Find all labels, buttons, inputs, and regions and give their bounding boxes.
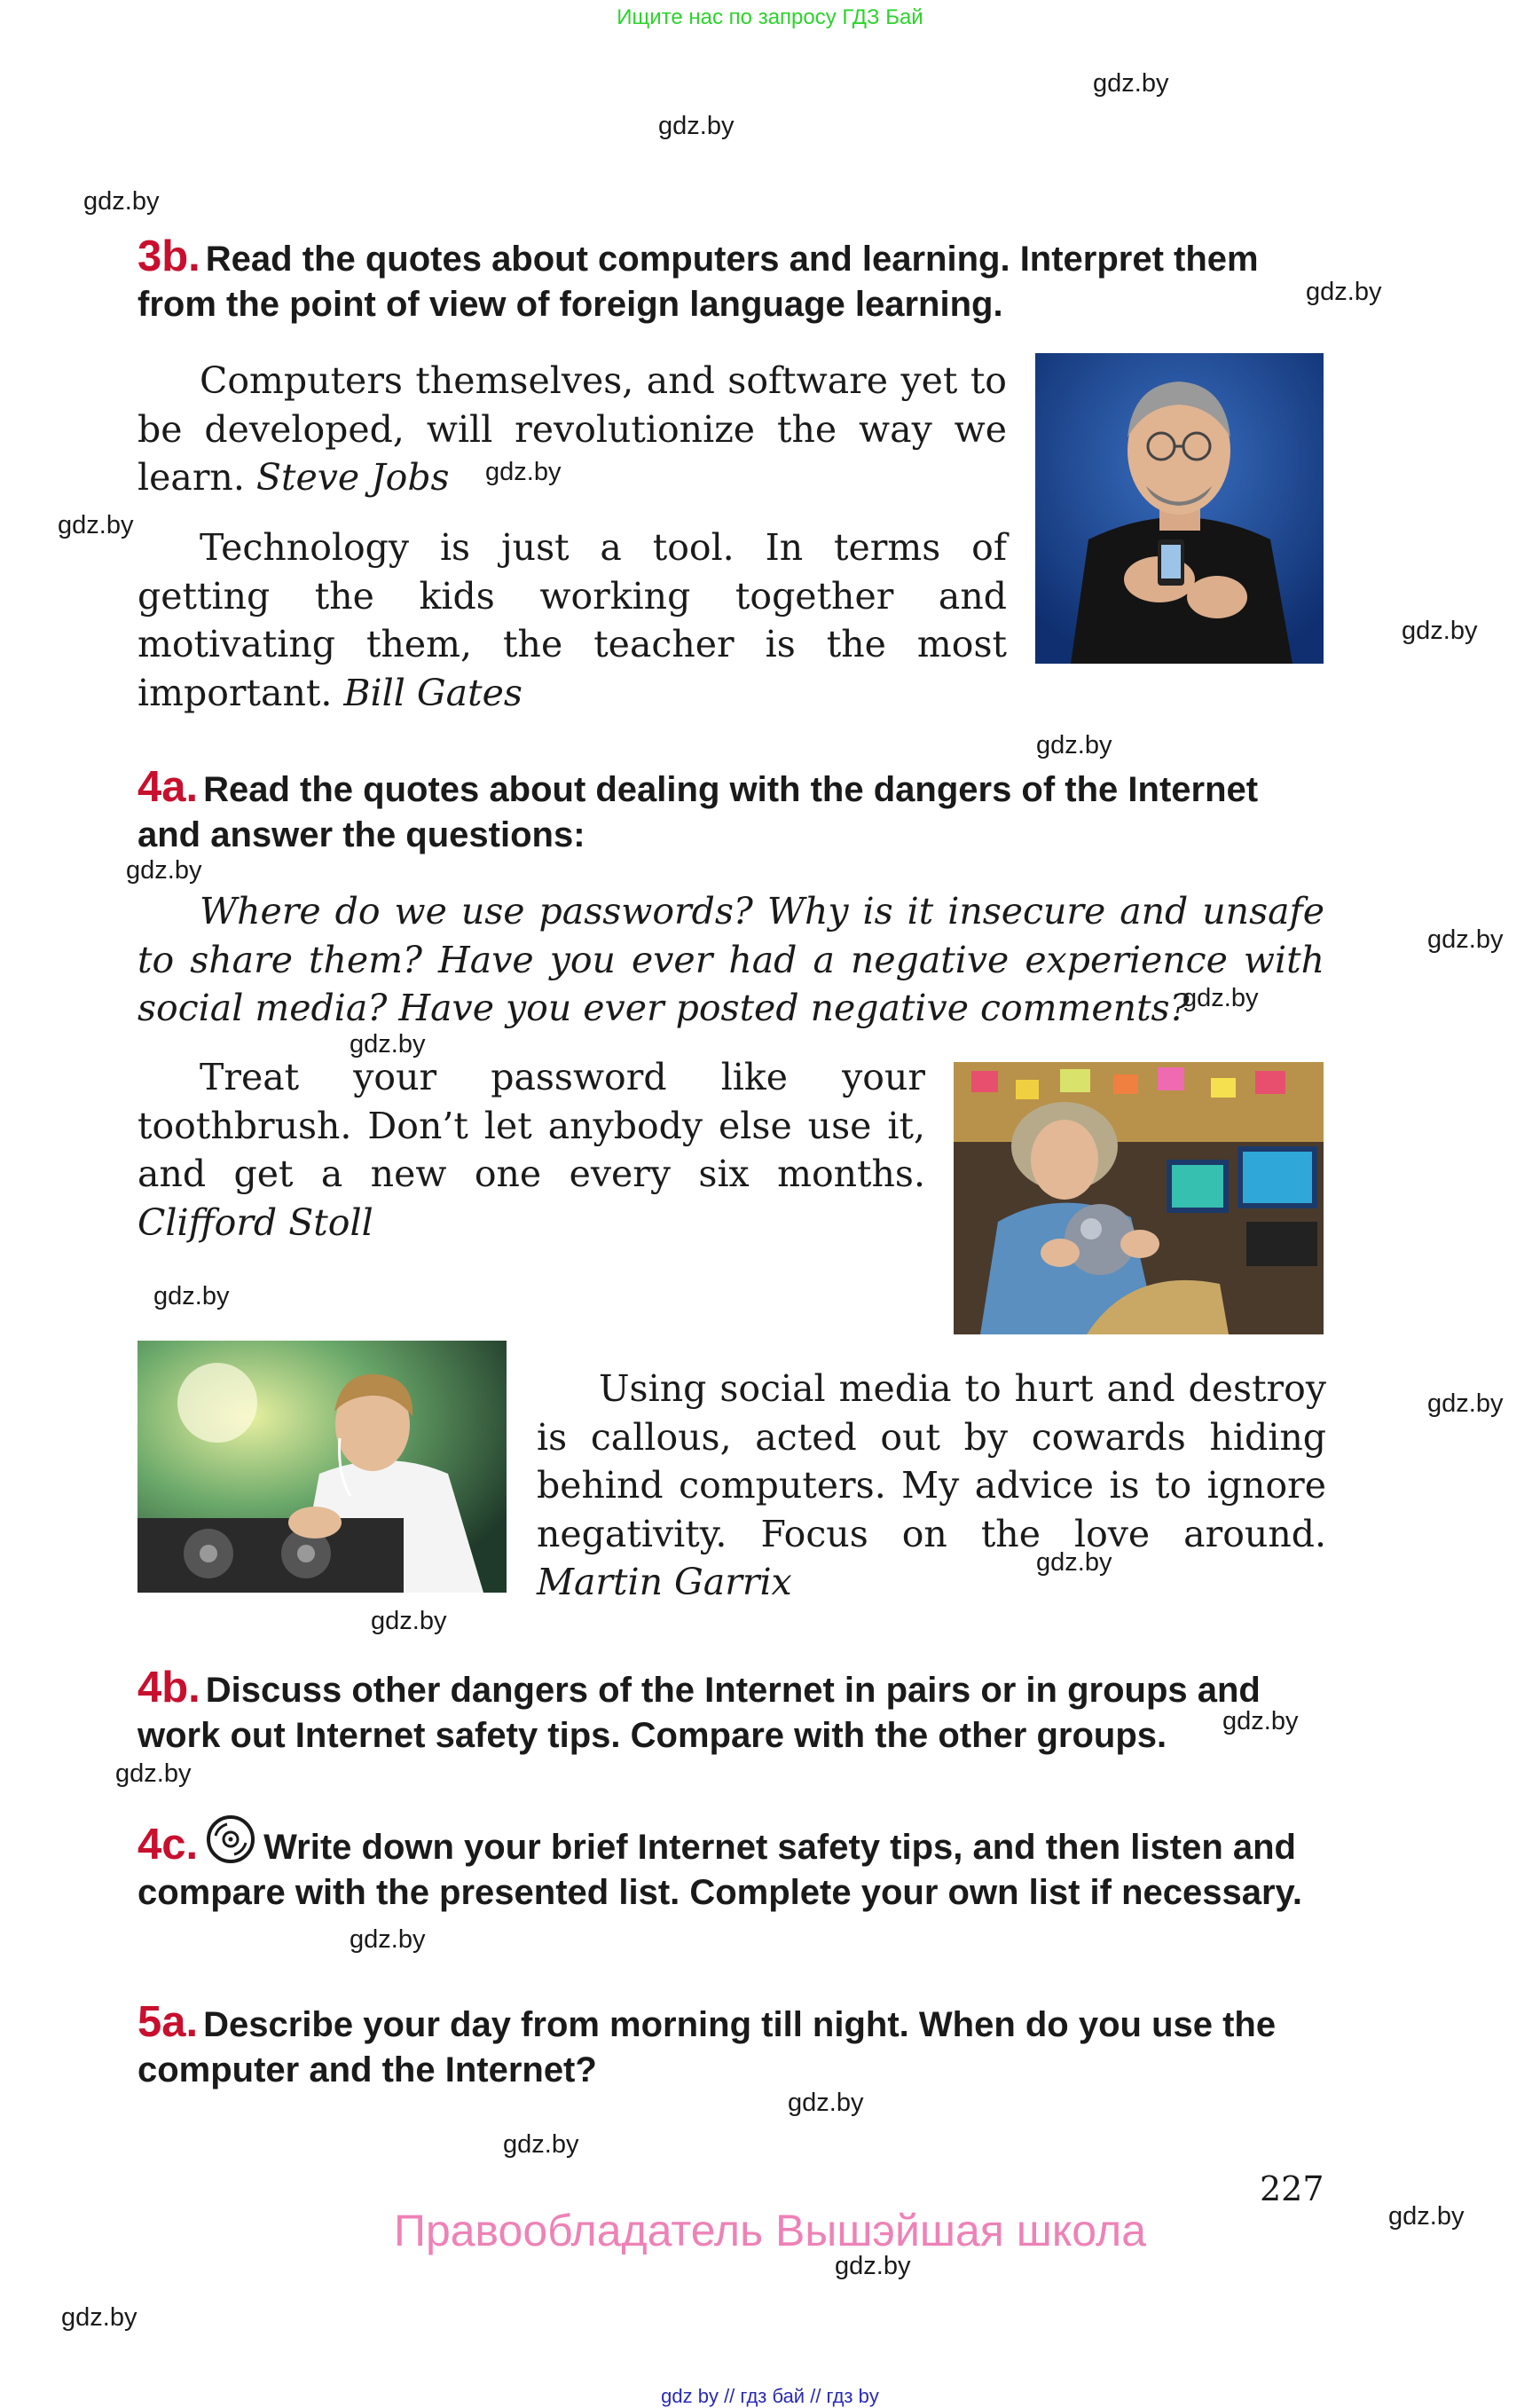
- task-text: Read the quotes about dealing with the dangers of the Internet and answer the questions:: [138, 770, 1259, 854]
- quote-author: Clifford Stoll: [138, 1200, 373, 1244]
- quote-text: Technology is just a tool. In terms of getting the kids working together and motivating them, the teacher is the most important.: [138, 526, 1007, 714]
- watermark: gdz.by: [1306, 278, 1382, 306]
- quote-bill-gates: [138, 523, 1007, 717]
- task-text: Discuss other dangers of the Internet in pairs or in groups and work out Internet safety tips. Compare with the other groups.: [138, 1671, 1261, 1755]
- quote-text: Computers themselves, and software yet to be developed, will revolutionize the way we learn.: [138, 359, 1007, 499]
- watermark: gdz.by: [1427, 925, 1504, 954]
- task-text: Write down your brief Internet safety tips, and then listen and compare with the presented list. Complete your own list if necessary.: [138, 1828, 1302, 1912]
- quote-steve-jobs: [138, 357, 1007, 502]
- watermark: gdz.by: [350, 1925, 426, 1954]
- search-hint: Ищите нас по запросу ГДЗ Бай: [617, 5, 923, 29]
- steve-jobs-photo: [1035, 353, 1324, 664]
- watermark: gdz.by: [485, 458, 562, 486]
- discussion-questions: [138, 887, 1324, 1033]
- watermark: gdz.by: [115, 1759, 192, 1788]
- watermark: gdz.by: [1036, 731, 1112, 759]
- watermark: gdz.by: [1402, 617, 1478, 645]
- watermark: gdz.by: [126, 856, 202, 885]
- task-4b: [138, 1665, 1329, 1759]
- task-number: 3b.: [138, 232, 200, 280]
- watermark: gdz.by: [1182, 984, 1259, 1012]
- watermark: gdz.by: [61, 2303, 138, 2332]
- task-4c: [138, 1814, 1329, 1916]
- watermark: gdz.by: [371, 1607, 447, 1635]
- clifford-stoll-photo: [954, 1062, 1324, 1334]
- task-number: 5a.: [138, 1998, 199, 2046]
- task-text: Describe your day from morning till night. When do you use the computer and the Internet?: [138, 2005, 1277, 2089]
- watermark: gdz.by: [1093, 69, 1169, 98]
- watermark: gdz.by: [1388, 2202, 1465, 2231]
- footer-links[interactable]: gdz by // гдз бай // гдз by: [661, 2385, 879, 2407]
- watermark: gdz.by: [350, 1030, 426, 1058]
- copyright-holder: Правообладатель Вышэйшая школа: [394, 2206, 1146, 2255]
- quote-text: Using social media to hurt and destroy is callous, acted out by cowards hiding behind computers. My advice is to ignore negativity. Focus on the love around.: [537, 1367, 1326, 1555]
- watermark: gdz.by: [1427, 1389, 1504, 1418]
- quote-author: Steve Jobs: [255, 456, 450, 499]
- quote-clifford-stoll: [138, 1053, 925, 1247]
- watermark: gdz.by: [788, 2089, 864, 2117]
- task-3b: [138, 234, 1329, 327]
- task-5a: [138, 2000, 1329, 2093]
- task-number: 4b.: [138, 1664, 200, 1712]
- quote-text: Treat your password like your toothbrush. Don’t let anybody else use it, and get a new one every six months.: [138, 1056, 925, 1195]
- cd-audio-icon: [203, 1814, 258, 1864]
- watermark: gdz.by: [835, 2252, 911, 2280]
- watermark: gdz.by: [1036, 1548, 1112, 1577]
- martin-garrix-photo: [138, 1341, 507, 1593]
- watermark: gdz.by: [153, 1282, 230, 1310]
- quote-author: Bill Gates: [343, 671, 522, 714]
- watermark: gdz.by: [503, 2130, 579, 2159]
- task-4a: [138, 765, 1329, 858]
- task-number: 4a.: [138, 763, 199, 811]
- quote-martin-garrix: [537, 1365, 1326, 1607]
- page-number: 227: [1260, 2169, 1324, 2208]
- watermark: gdz.by: [1222, 1707, 1299, 1735]
- watermark: gdz.by: [83, 187, 160, 216]
- watermark: gdz.by: [58, 511, 134, 539]
- task-number: 4c.: [138, 1821, 199, 1869]
- questions-text: Where do we use passwords? Why is it insecure and unsafe to share them? Have you ever had a negative experience with social media? Have you ever posted negative comments?: [138, 890, 1324, 1029]
- watermark: gdz.by: [658, 112, 735, 140]
- quote-author: Martin Garrix: [537, 1561, 792, 1603]
- task-text: Read the quotes about computers and learning. Interpret them from the point of view of foreign language learning.: [138, 240, 1259, 324]
